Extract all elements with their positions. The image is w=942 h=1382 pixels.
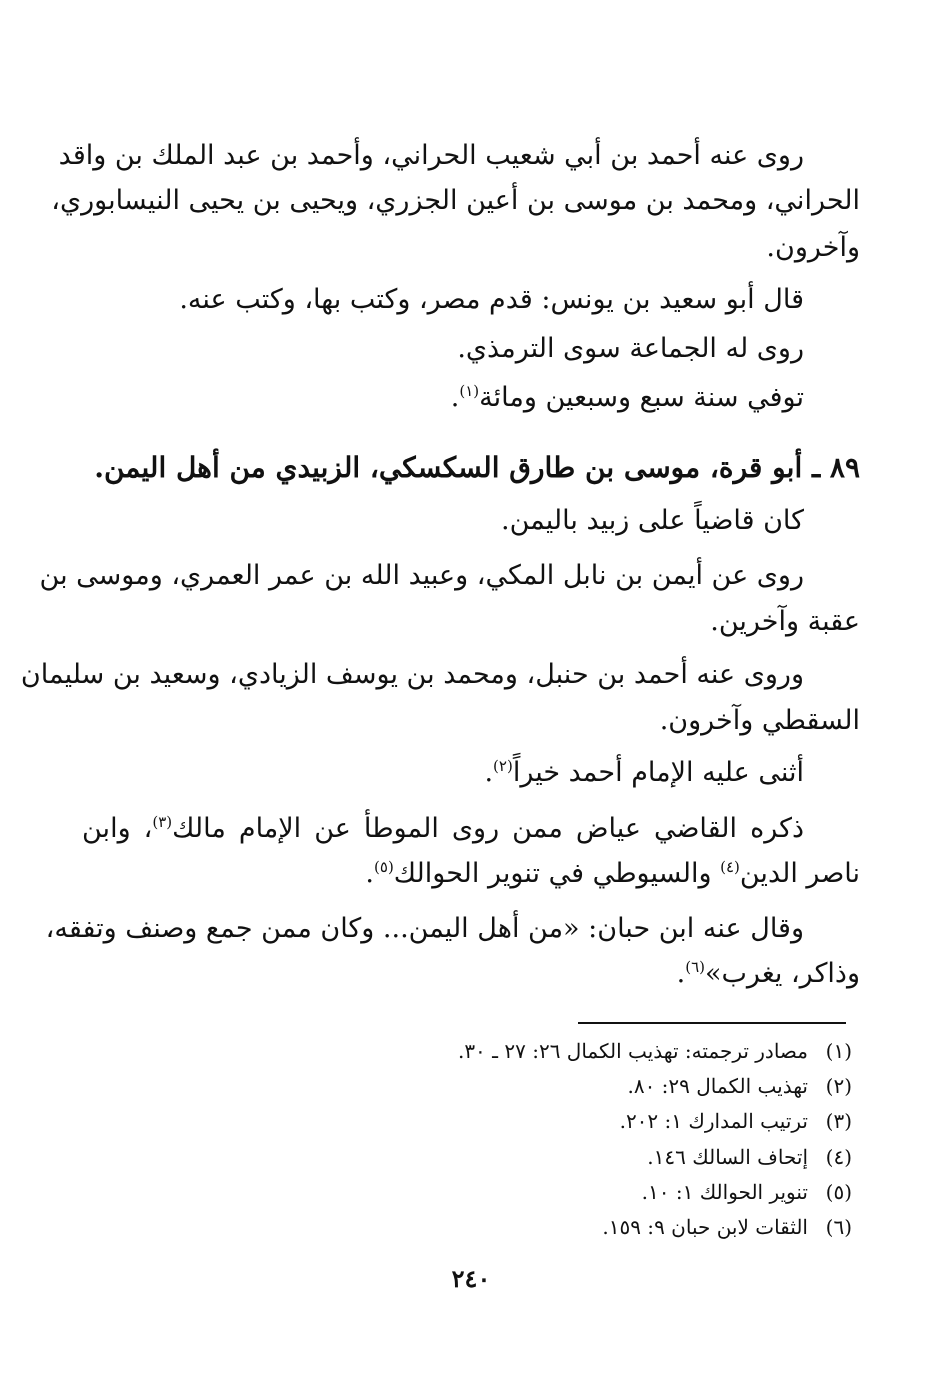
paragraph-line (82, 378, 804, 418)
text-span: توفي سنة سبع وسبعين ومائة (479, 382, 804, 413)
paragraph-line: الحراني، ومحمد بن موسى بن أعين الجزري، ويحيى بن يحيى النيسابوري، (51, 185, 860, 216)
footnote-ref[interactable]: (١) (459, 382, 480, 400)
paragraph-line: كان قاضياً على زبيد باليمن. (501, 505, 804, 536)
paragraph-line (82, 854, 860, 894)
text-span: ناصر الدين (739, 858, 860, 889)
paragraph-line: وروى عنه أحمد بن حنبل، ومحمد بن يوسف الزيادي، وسعيد بن سليمان (20, 659, 804, 690)
paragraph-line (82, 809, 804, 849)
text-span: أثنى عليه الإمام أحمد خيراً (512, 757, 804, 788)
footnote-text: الثقات لابن حبان ٩: ١٥٩. (602, 1215, 808, 1239)
footnote-text: ترتيب المدارك ١: ٢٠٢. (619, 1109, 808, 1133)
page-number: ٢٤٠ (451, 1264, 491, 1293)
paragraph-line: روى عن أيمن بن نابل المكي، وعبيد الله بن عمر العمري، وموسى بن (39, 560, 804, 591)
footnote (647, 1142, 852, 1172)
text-span: وذاكر، يغرب» (705, 958, 860, 989)
paragraph-line: روى له الجماعة سوى الترمذي. (457, 333, 804, 364)
paragraph-line: روى عنه أحمد بن أبي شعيب الحراني، وأحمد بن عبد الملك بن واقد (58, 140, 804, 171)
footnote (458, 1036, 852, 1066)
footnote-text: إتحاف السالك ١٤٦. (647, 1145, 808, 1169)
footnote-separator (578, 1022, 846, 1024)
footnote-ref[interactable]: (٦) (685, 958, 705, 976)
footnote-number: (٥) (825, 1180, 852, 1204)
text-span: . (484, 757, 494, 788)
paragraph-line (82, 753, 804, 793)
paragraph-line: السقطي وآخرون. (659, 705, 860, 736)
footnote (620, 1106, 852, 1136)
footnote-number: (١) (825, 1039, 852, 1063)
text-span: ، وابن (82, 813, 153, 844)
footnote (627, 1071, 852, 1101)
paragraph-line (82, 954, 860, 994)
footnote-number: (٤) (825, 1145, 852, 1169)
paragraph-line: عقبة وآخرين. (710, 606, 860, 637)
footnote-ref[interactable]: (٤) (720, 858, 740, 876)
text-span: . (365, 858, 375, 889)
paragraph-line: قال أبو سعيد بن يونس: قدم مصر، وكتب بها، وكتب عنه. (179, 284, 804, 315)
footnote-number: (٦) (825, 1215, 852, 1239)
text-span: . (450, 382, 460, 413)
footnote-number: (٣) (825, 1109, 852, 1133)
footnote-text: تنوير الحوالك ١: ١٠. (641, 1180, 808, 1204)
footnote (602, 1212, 852, 1242)
text-span: . (676, 958, 686, 989)
entry-heading: ٨٩ ـ أبو قرة، موسى بن طارق السكسكي، الزبيدي من أهل اليمن. (94, 451, 860, 484)
footnote-text: مصادر ترجمته: تهذيب الكمال ٢٦: ٢٧ ـ ٣٠. (457, 1039, 808, 1063)
footnote-ref[interactable]: (٢) (493, 757, 513, 775)
footnote-text: تهذيب الكمال ٢٩: ٨٠. (627, 1074, 808, 1098)
footnote-ref[interactable]: (٣) (152, 813, 173, 831)
footnote (642, 1177, 852, 1207)
text-span: والسيوطي في تنوير الحوالك (393, 858, 721, 889)
footnote-ref[interactable]: (٥) (374, 858, 394, 876)
text-span: ذكره القاضي عياض ممن روى الموطأ عن الإمام مالك (172, 813, 804, 844)
footnote-number: (٢) (825, 1074, 852, 1098)
paragraph-line: وقال عنه ابن حبان: «من أهل اليمن... وكان ممن جمع وصنف وتفقه، (45, 913, 804, 944)
paragraph-line: وآخرون. (766, 232, 860, 263)
